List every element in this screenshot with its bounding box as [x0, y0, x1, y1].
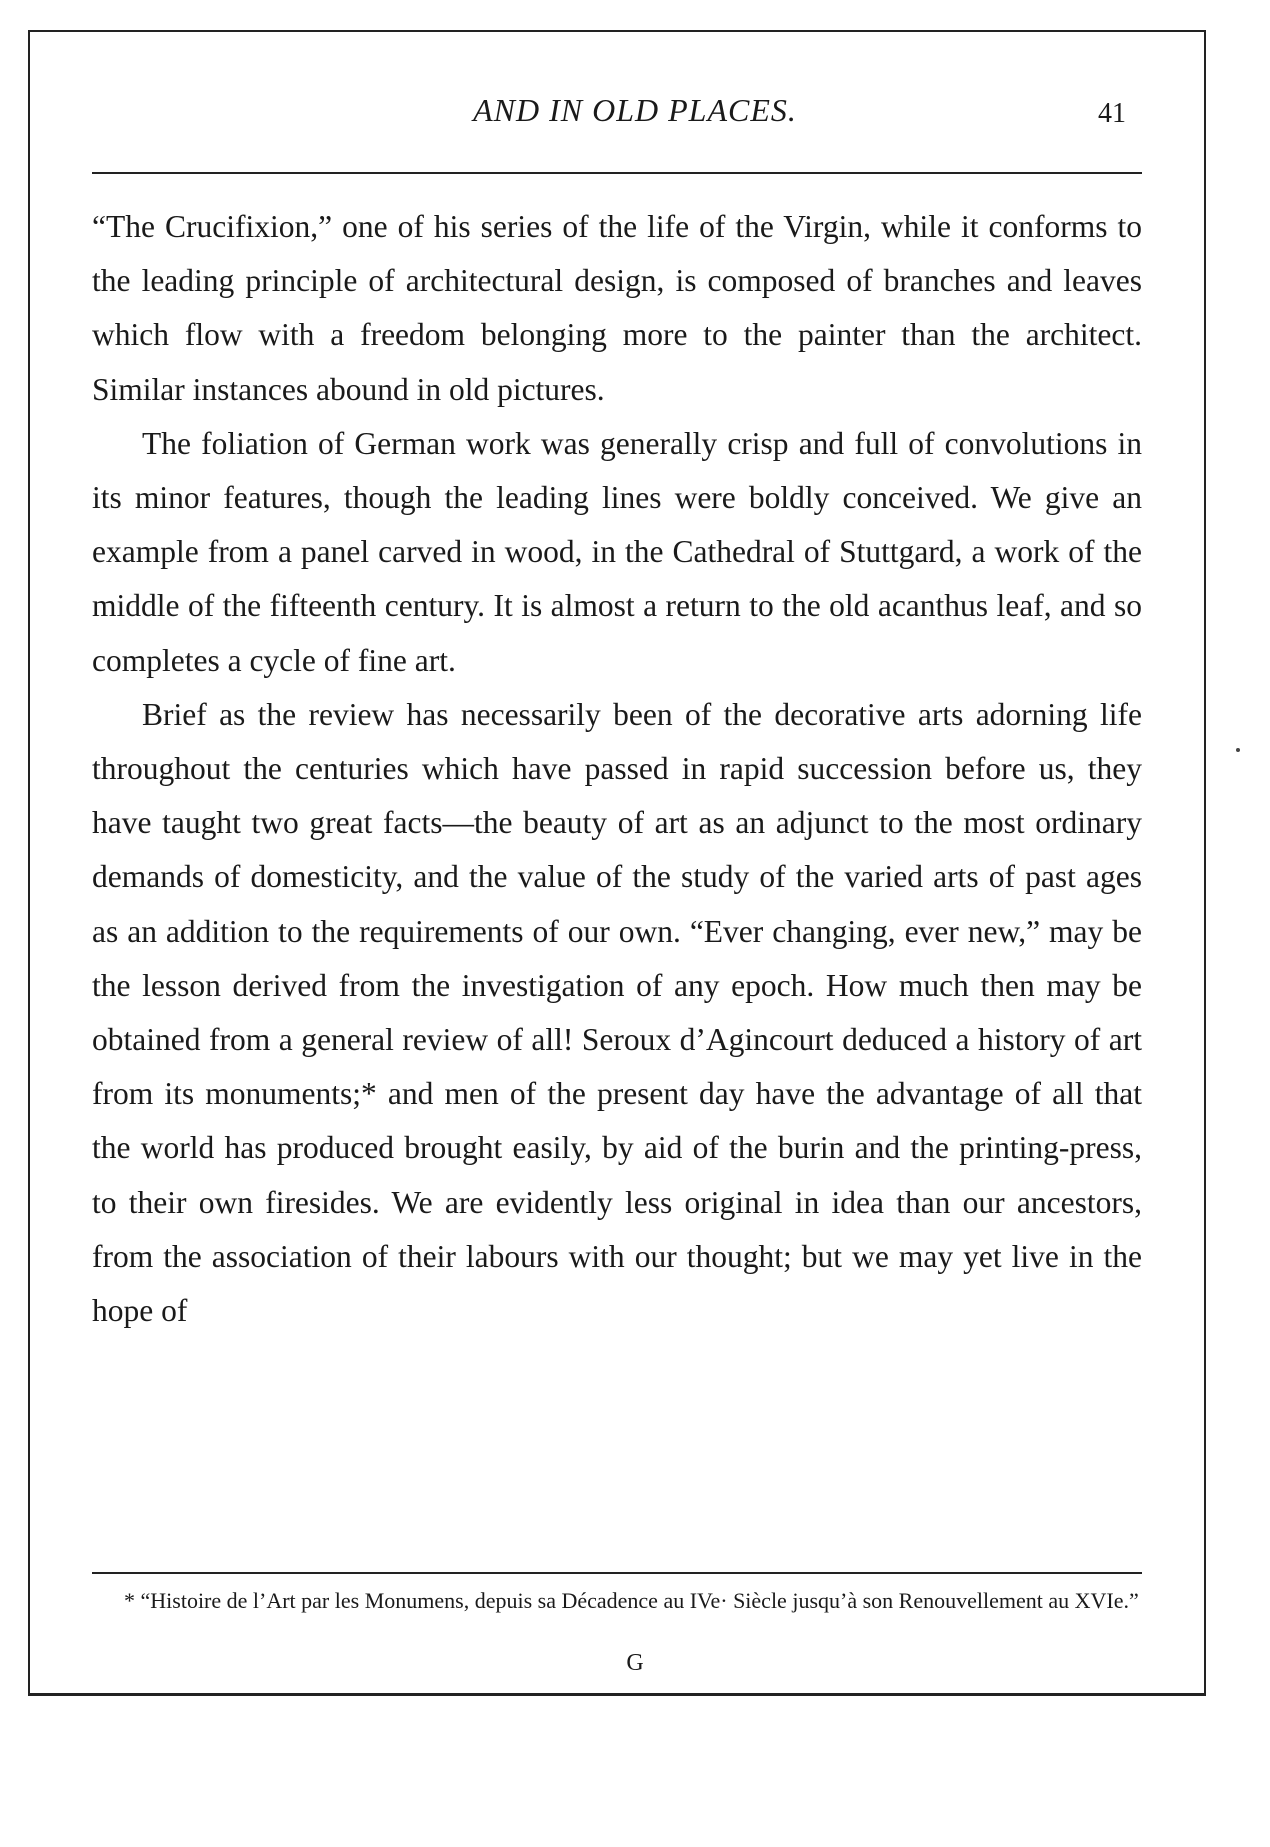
signature-mark: G	[626, 1650, 644, 1676]
paragraph-2: The foliation of German work was generally crisp and full of convolutions in its minor features, though the leading lines were boldly conceived. We give an example from a panel carved in wood, in the Cathedral of Stuttgard, a work of the middle of the fifteenth century. It is almost a return to the old acanthus leaf, and so completes a cycle of fine art.	[92, 425, 1142, 678]
margin-speck	[1236, 748, 1240, 752]
running-head	[0, 90, 1270, 140]
header-rule	[92, 172, 1142, 174]
footnote: * “Histoire de l’Art par les Monumens, depuis sa Décadence au IVe· Siècle jusqu’à son Renouvellement au XVIe.”	[124, 1588, 1139, 1613]
paragraph-1: “The Crucifixion,” one of his series of the life of the Virgin, while it conforms to the leading principle of architectural design, is composed of branches and leaves which flow with a freedom belonging more to the painter than the architect. Similar instances abound in old pictures.	[92, 209, 1142, 407]
body-text	[92, 200, 1142, 1338]
footnote-rule	[92, 1572, 1142, 1574]
paragraph-3: Brief as the review has necessarily been of the decorative arts adorning life throughout the centuries which have passed in rapid succession before us, they have taught two great facts—the beauty of art as an adjunct to the most ordinary demands of domesticity, and the value of the study of the varied arts of past ages as an addition to the requirements of our own. “Ever changing, ever new,” may be the lesson derived from the investigation of any epoch. How much then may be obtained from a general review of all! Seroux d’Agincourt deduced a history of art from its monuments;* and men of the present day have the advantage of all that the world has produced brought easily, by aid of the burin and the printing-press, to their own firesides. We are evidently less original in idea than our ancestors, from the association of their labours with our thought; but we may yet live in the hope of	[92, 696, 1142, 1329]
running-title: AND IN OLD PLACES.	[473, 92, 797, 128]
page-number: 41	[1098, 98, 1126, 129]
